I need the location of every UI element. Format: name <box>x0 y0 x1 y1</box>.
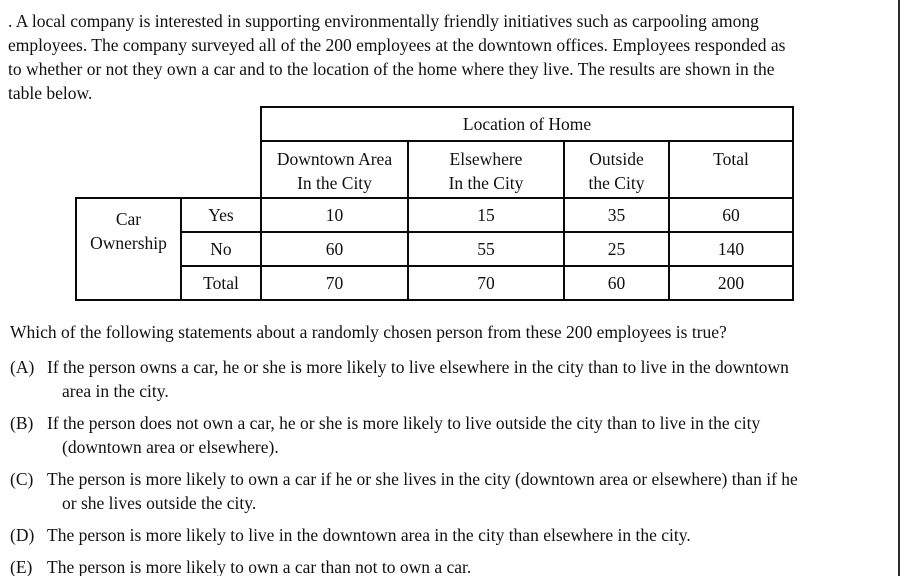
column-header-line: Elsewhere <box>449 149 523 169</box>
option-line: The person is more likely to live in the downtown area in the city than elsewhere in the city. <box>47 525 691 545</box>
row-label-yes: Yes <box>181 198 261 232</box>
option-b <box>0 411 904 459</box>
option-line: The person is more likely to own a car if he or she lives in the city (downtown area or elsewhere) than if he <box>47 469 798 489</box>
column-header-elsewhere <box>408 141 564 198</box>
option-e <box>0 555 904 576</box>
option-line: If the person does not own a car, he or she is more likely to live outside the city than to live in the city <box>47 413 761 433</box>
cell-no-outside: 25 <box>564 232 669 266</box>
option-line: area in the city. <box>62 381 169 401</box>
option-d <box>0 523 904 547</box>
column-header-outside <box>564 141 669 198</box>
option-line: or she lives outside the city. <box>62 493 257 513</box>
cell-total-outside: 60 <box>564 266 669 300</box>
table-blank-corner <box>76 141 261 198</box>
option-a-letter: (A) <box>10 357 35 377</box>
column-header-line: Outside <box>589 149 644 169</box>
option-d-letter: (D) <box>10 525 35 545</box>
page-right-border <box>898 0 900 576</box>
intro-line: . A local company is interested in supporting environmentally friendly initiatives such as carpooling among <box>8 11 759 31</box>
option-e-text <box>47 555 471 576</box>
cell-yes-downtown: 10 <box>261 198 408 232</box>
option-d-text <box>47 523 691 547</box>
option-b-letter: (B) <box>10 413 34 433</box>
row-group-label-car-ownership <box>76 198 181 300</box>
answer-options <box>0 355 904 576</box>
cell-total-total: 200 <box>669 266 793 300</box>
column-header-line: In the City <box>448 173 524 193</box>
option-line: (downtown area or elsewhere). <box>62 437 279 457</box>
option-c-text <box>47 467 798 515</box>
cell-yes-total: 60 <box>669 198 793 232</box>
option-a-text <box>47 355 789 403</box>
column-header-line: Total <box>713 149 749 169</box>
column-header-downtown <box>261 141 408 198</box>
option-line: The person is more likely to own a car than not to own a car. <box>47 557 472 576</box>
column-header-line: Downtown Area <box>276 149 393 169</box>
cell-no-downtown: 60 <box>261 232 408 266</box>
survey-results-table <box>75 106 794 301</box>
option-c <box>0 467 904 515</box>
column-header-line: the City <box>588 173 645 193</box>
option-c-letter: (C) <box>10 469 34 489</box>
row-group-line: Car <box>115 209 142 229</box>
intro-line: to whether or not they own a car and to the location of the home where they live. The results are shown in the <box>8 59 775 79</box>
column-header-total <box>669 141 793 198</box>
intro-line: employees. The company surveyed all of the 200 employees at the downtown offices. Employees responded as <box>8 35 786 55</box>
table-blank-corner <box>76 107 261 141</box>
question-text: Which of the following statements about a randomly chosen person from these 200 employees is true? <box>10 322 727 342</box>
cell-total-downtown: 70 <box>261 266 408 300</box>
intro-line: table below. <box>8 83 93 103</box>
column-header-line: In the City <box>297 173 372 193</box>
cell-yes-outside: 35 <box>564 198 669 232</box>
option-b-text <box>47 411 760 459</box>
cell-no-total: 140 <box>669 232 793 266</box>
row-group-line: Ownership <box>90 233 167 253</box>
cell-total-elsewhere: 70 <box>408 266 564 300</box>
option-e-letter: (E) <box>10 557 33 576</box>
option-a <box>0 355 904 403</box>
row-label-no: No <box>181 232 261 266</box>
row-label-total: Total <box>181 266 261 300</box>
cell-yes-elsewhere: 15 <box>408 198 564 232</box>
location-of-home-header: Location of Home <box>261 107 793 141</box>
cell-no-elsewhere: 55 <box>408 232 564 266</box>
intro-paragraph <box>0 0 904 105</box>
option-line: If the person owns a car, he or she is more likely to live elsewhere in the city than to live in the downtown <box>47 357 789 377</box>
